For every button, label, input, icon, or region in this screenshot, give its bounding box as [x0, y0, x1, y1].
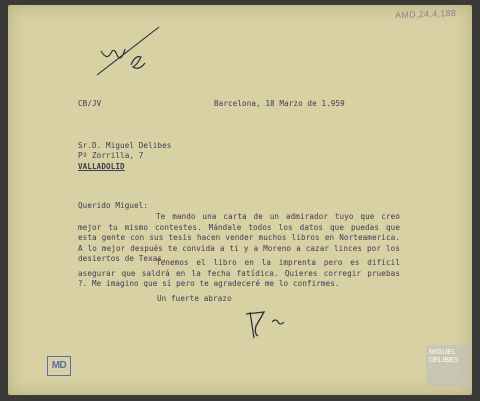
recipient-street: Pº Zorrilla, 7 [78, 151, 144, 160]
watermark-line: MIGUEL [429, 349, 456, 356]
letter-sheet [8, 5, 472, 395]
closing: Un fuerte abrazo [157, 294, 232, 303]
recipient-city: VALLADOLID [78, 162, 125, 171]
archive-reference: AMD,24,4,188 [394, 7, 457, 21]
watermark-line: DELIBES [429, 357, 459, 364]
handwritten-mark [95, 25, 165, 80]
md-stamp: MD [47, 356, 71, 376]
letter-place-date: Barcelona, 18 Marzo de 1.959 [214, 99, 345, 108]
signature [244, 308, 288, 340]
paragraph-2: Tenemos el libro en la imprenta pero es difícil asegurar que saldrá en la fecha fatídica. Quieres corregir pruebas ?. Me imagino que sí pero te agradeceré me lo confirmes. [78, 258, 400, 288]
recipient-name: Sr.D. Miguel Delibes [78, 141, 172, 150]
letter-reference: CB/JV [78, 99, 102, 108]
paragraph-1: Te mando una carta de un admirador tuyo que creo mejor tu mismo contestes. Mándale todos los datos que puedas que esta gente con sus tesis hacen vender muchos libros en Norteamerica. A lo mejor después te convida a ti y a Moreno a cazar linces por los desiertos de Texas. [78, 212, 400, 263]
archive-watermark [426, 345, 470, 387]
salutation: Querido Miguel: [78, 201, 149, 210]
